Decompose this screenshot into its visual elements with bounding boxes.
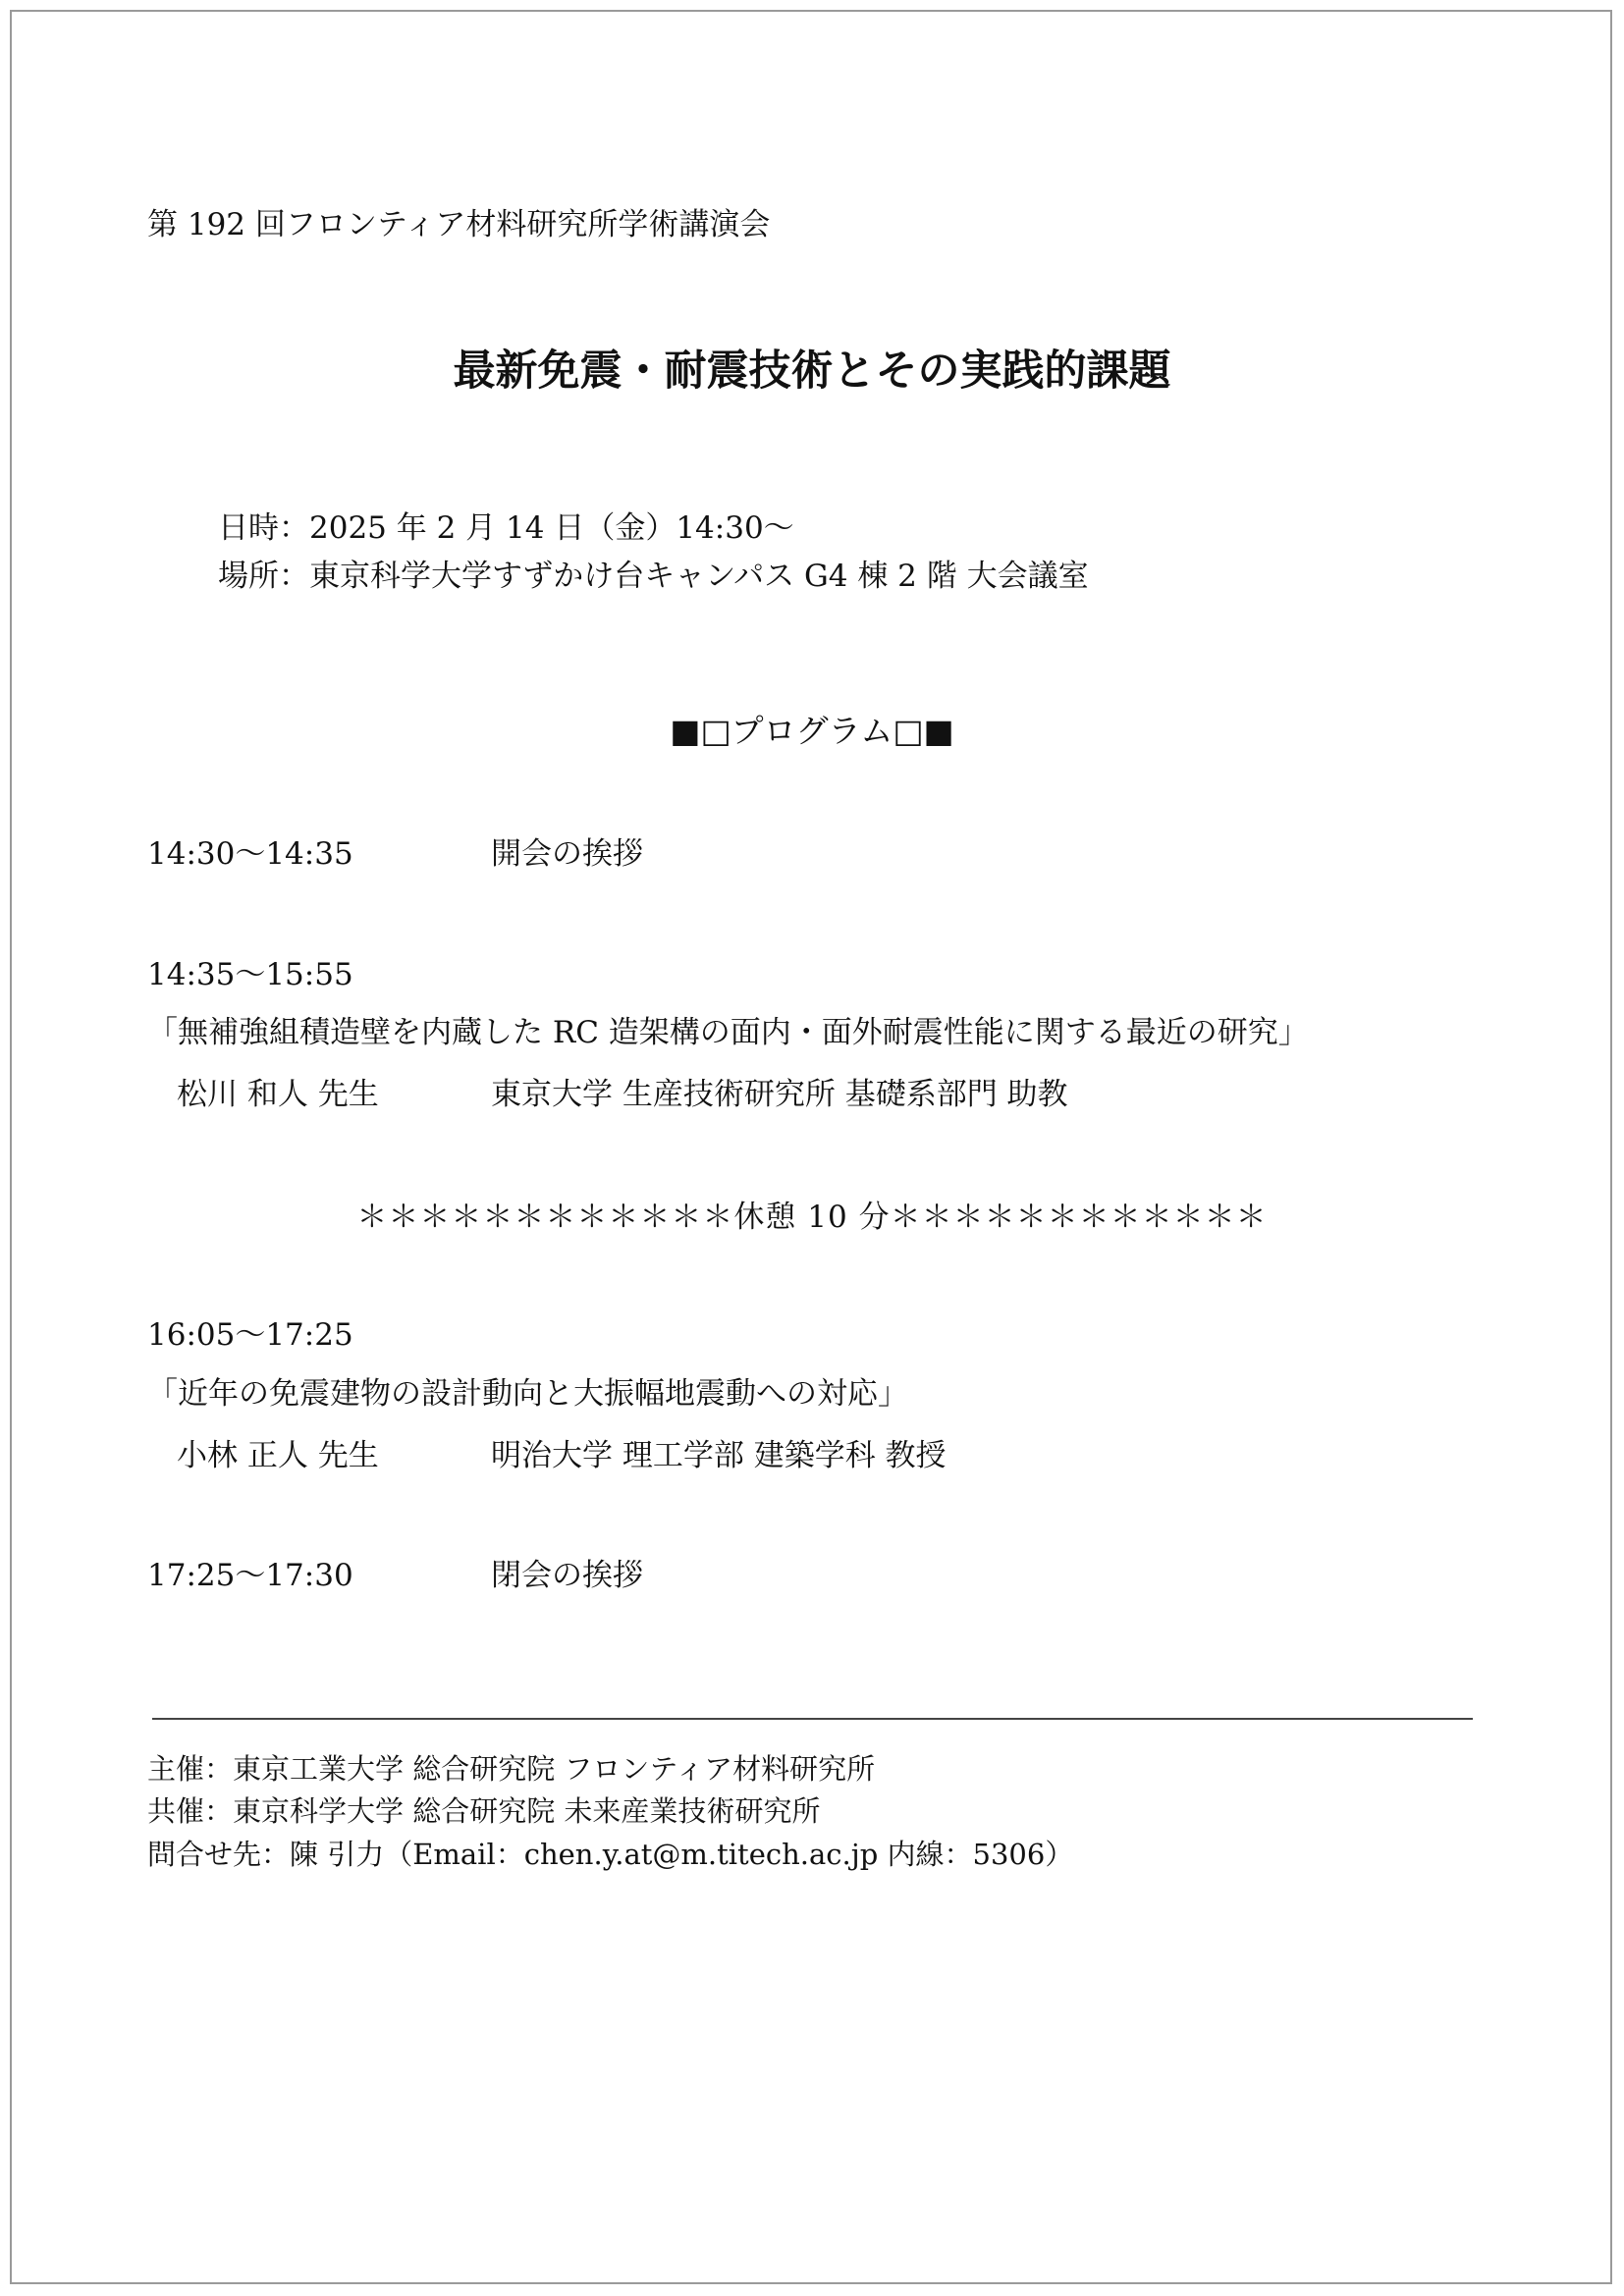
organizer: 主催：東京工業大学 総合研究院 フロンティア材料研究所 bbox=[147, 1752, 876, 1786]
program-heading: ■□プログラム□■ bbox=[670, 712, 954, 750]
lecture2-time: 16:05～17:25 bbox=[147, 1317, 353, 1353]
opening-time: 14:30～14:35 bbox=[147, 836, 353, 872]
opening-label: 開会の挨拶 bbox=[491, 836, 643, 872]
lecture2-speaker: 小林 正人 先生 bbox=[177, 1438, 379, 1473]
break-line: ＊＊＊＊＊＊＊＊＊＊＊＊休憩 10 分＊＊＊＊＊＊＊＊＊＊＊＊ bbox=[356, 1200, 1268, 1235]
series-title: 第 192 回フロンティア材料研究所学術講演会 bbox=[147, 207, 771, 242]
footer-divider bbox=[152, 1718, 1473, 1720]
event-date: 日時：2025 年 2 月 14 日（金）14:30～ bbox=[218, 510, 794, 546]
closing-time: 17:25～17:30 bbox=[147, 1558, 353, 1593]
lecture1-speaker: 松川 和人 先生 bbox=[177, 1077, 379, 1112]
contact-info: 問合せ先：陳 引力（Email：chen.y.at@m.titech.ac.jp 内線：5306） bbox=[147, 1838, 1074, 1871]
lecture1-affiliation: 東京大学 生産技術研究所 基礎系部門 助教 bbox=[491, 1077, 1068, 1112]
lecture2-title: 「近年の免震建物の設計動向と大振幅地震動への対応」 bbox=[147, 1376, 908, 1412]
closing-label: 閉会の挨拶 bbox=[491, 1558, 643, 1593]
lecture1-time: 14:35～15:55 bbox=[147, 957, 353, 992]
lecture2-affiliation: 明治大学 理工学部 建築学科 教授 bbox=[491, 1438, 947, 1473]
lecture1-title: 「無補強組積造壁を内蔵した RC 造架構の面内・面外耐震性能に関する最近の研究」 bbox=[147, 1015, 1309, 1050]
page-title: 最新免震・耐震技術とその実践的課題 bbox=[453, 347, 1171, 396]
event-place: 場所：東京科学大学すずかけ台キャンパス G4 棟 2 階 大会議室 bbox=[218, 559, 1089, 594]
co-organizer: 共催：東京科学大学 総合研究院 未来産業技術研究所 bbox=[147, 1794, 821, 1828]
